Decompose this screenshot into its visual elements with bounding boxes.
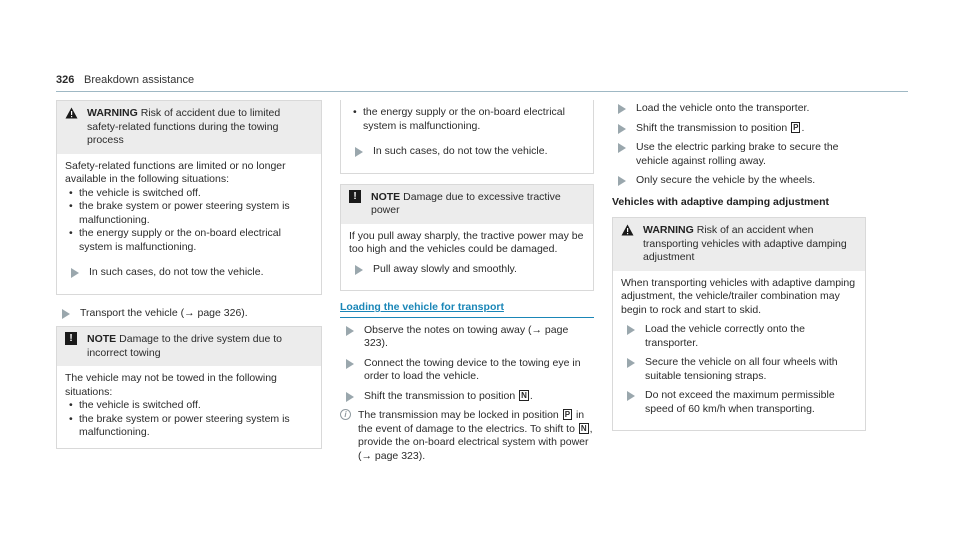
note-box	[340, 184, 594, 292]
warning-body-continued	[341, 100, 593, 173]
info-icon: i	[340, 409, 351, 420]
instruction-step: Shift the transmission to position P .	[612, 122, 866, 136]
list-item: • the vehicle is switched off.	[65, 399, 313, 413]
list-item: • the brake system or power steering system is malfunctioning.	[65, 413, 313, 440]
note-title: Damage due to excessive tractive power	[371, 190, 561, 216]
exclamation-icon: !	[349, 190, 361, 203]
note-intro: The vehicle may not be towed in the following situations:	[65, 372, 277, 398]
step-text: In such cases, do not tow the vehicle.	[373, 145, 548, 157]
note-label: NOTE	[371, 190, 401, 203]
instruction-step	[621, 356, 857, 383]
warning-title: Risk of accident due to limited safety-related functions during the towing process	[87, 107, 281, 146]
instruction-step	[340, 357, 594, 384]
step-arrow-icon	[346, 326, 354, 336]
section-heading-adaptive-damping: Vehicles with adaptive damping adjustment	[612, 195, 830, 208]
warning-box	[56, 100, 322, 295]
column-middle	[340, 100, 594, 467]
step-arrow-icon	[355, 265, 363, 275]
step-arrow-icon	[627, 358, 635, 368]
instruction-step	[349, 145, 585, 159]
step-text[interactable]: Observe the notes on towing away (→ page 323).	[364, 323, 569, 349]
info-note: i The transmission may be locked in position P in the event of damage to the electrics. To shift to N , provide the on-board electrical system with power (→ page 323).	[340, 409, 594, 463]
gear-p-icon: P	[793, 122, 799, 132]
gear-n-icon: N	[521, 390, 527, 400]
gear-n-icon: N	[580, 423, 587, 433]
step-arrow-icon	[618, 176, 626, 186]
step-text: In such cases, do not tow the vehicle.	[89, 266, 264, 278]
step-arrow-icon	[346, 392, 354, 402]
step-text: Connect the towing device to the towing eye in order to load the vehicle.	[364, 356, 581, 382]
warning-header	[613, 218, 865, 271]
instruction-step	[65, 266, 313, 280]
note-body	[57, 366, 321, 448]
warning-box-continued	[340, 100, 594, 174]
step-arrow-icon	[618, 104, 626, 114]
page-number: 326	[56, 74, 75, 86]
note-title: Damage to the drive system due to incorrect towing	[87, 333, 283, 359]
instruction-step	[56, 307, 322, 321]
step-text: Load the vehicle correctly onto the transporter.	[645, 323, 805, 349]
instruction-step	[340, 324, 594, 351]
warning-body	[57, 154, 321, 294]
step-arrow-icon	[618, 143, 626, 153]
warning-triangle-icon	[621, 224, 634, 236]
info-text: The transmission may be locked in position	[358, 409, 559, 421]
step-text: Shift the transmission to position	[364, 389, 516, 402]
warning-bullet-list	[65, 187, 313, 255]
warning-label: WARNING	[643, 224, 694, 236]
step-text: Secure the vehicle on all four wheels with suitable tensioning straps.	[645, 356, 838, 382]
note-text: If you pull away sharply, the tractive power may be too high and the vehicles could be damaged.	[349, 229, 584, 255]
column-left	[56, 100, 322, 459]
step-text[interactable]: Transport the vehicle (→ page 326).	[80, 306, 248, 319]
warning-triangle-icon	[65, 107, 78, 119]
step-arrow-icon	[627, 325, 635, 335]
warning-box	[612, 217, 866, 431]
column-right	[612, 100, 866, 441]
step-text: Shift the transmission to position	[636, 121, 788, 134]
note-body	[341, 224, 593, 291]
page-title: Breakdown assistance	[84, 74, 195, 86]
instruction-step: Shift the transmission to position N .	[340, 390, 594, 404]
warning-body	[613, 271, 865, 431]
step-arrow-icon	[618, 124, 626, 134]
instruction-step	[621, 389, 857, 416]
note-bullet-list	[65, 399, 313, 440]
step-text: Load the vehicle onto the transporter.	[636, 102, 810, 114]
warning-label: WARNING	[87, 107, 138, 119]
note-header	[57, 327, 321, 366]
list-item: • the brake system or power steering system is malfunctioning.	[65, 200, 313, 227]
gear-p-icon: P	[564, 410, 571, 419]
note-box	[56, 326, 322, 449]
instruction-step	[612, 174, 866, 188]
warning-bullet-list	[349, 106, 585, 133]
instruction-step	[621, 323, 857, 350]
step-arrow-icon	[627, 391, 635, 401]
warning-intro: Safety-related functions are limited or no longer available in the following situations:	[65, 159, 286, 185]
step-text: Do not exceed the maximum permissible speed of 60 km/h when transporting.	[645, 389, 835, 415]
note-label: NOTE	[87, 333, 117, 345]
warning-text: When transporting vehicles with adaptive damping adjustment, the vehicle/trailer combination may begin to rock and start to skid.	[621, 276, 856, 316]
step-arrow-icon	[346, 359, 354, 369]
list-item: • the energy supply or the on-board electrical system is malfunctioning.	[349, 106, 585, 133]
warning-title: Risk of an accident when transporting vehicles with adaptive damping adjustment	[643, 224, 847, 263]
list-item: • the vehicle is switched off.	[65, 187, 313, 201]
warning-header	[57, 101, 321, 154]
instruction-step	[612, 102, 866, 116]
instruction-step	[349, 263, 585, 277]
step-arrow-icon	[71, 268, 79, 278]
exclamation-icon: !	[65, 332, 77, 345]
page-header	[56, 72, 908, 92]
step-arrow-icon	[355, 147, 363, 157]
note-header	[341, 185, 593, 224]
step-text: Pull away slowly and smoothly.	[373, 262, 517, 275]
step-arrow-icon	[62, 309, 70, 319]
step-text: Only secure the vehicle by the wheels.	[636, 174, 816, 186]
instruction-step	[612, 141, 866, 168]
section-heading-loading[interactable]: Loading the vehicle for transport	[340, 301, 594, 318]
list-item: • the energy supply or the on-board electrical system is malfunctioning.	[65, 227, 313, 254]
step-text: Use the electric parking brake to secure the vehicle against rolling away.	[636, 141, 839, 167]
